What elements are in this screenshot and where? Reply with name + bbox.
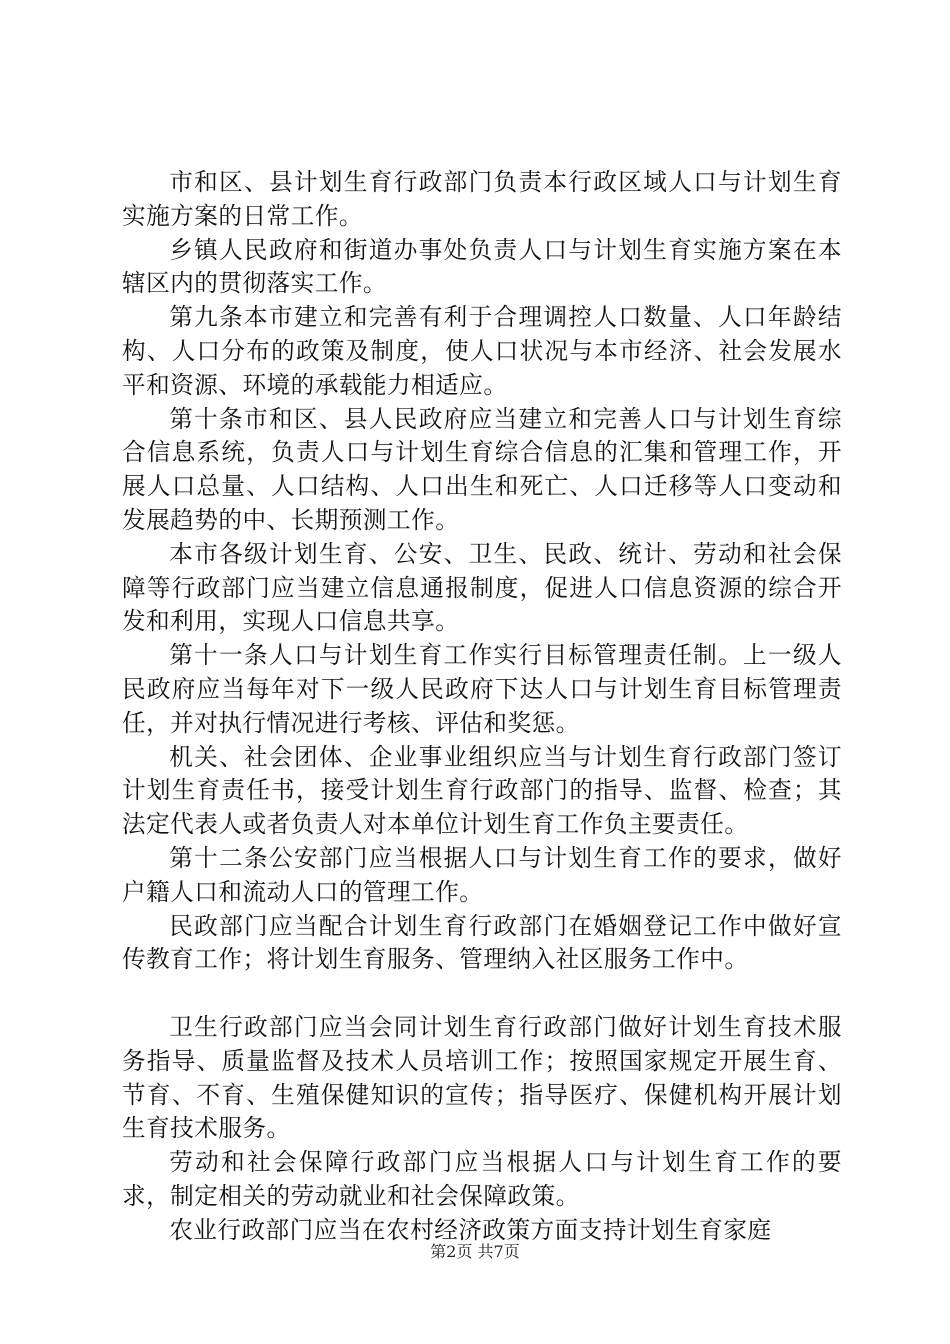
paragraph-1: 市和区、县计划生育行政部门负责本行政区域人口与计划生育实施方案的日常工作。	[122, 168, 842, 230]
paragraph-5: 本市各级计划生育、公安、卫生、民政、统计、劳动和社会保障等行政部门应当建立信息通报制度，促进人口信息资源的综合开发和利用，实现人口信息共享。	[122, 539, 842, 636]
document-body	[122, 166, 842, 1248]
paragraph-4: 第十条市和区、县人民政府应当建立和完善人口与计划生育综合信息系统，负责人口与计划生育综合信息的汇集和管理工作，开展人口总量、人口结构、人口出生和死亡、人口迁移等人口变动和发展趋势的中、长期预测工作。	[122, 404, 842, 534]
paragraph-3: 第九条本市建立和完善有利于合理调控人口数量、人口年龄结构、人口分布的政策及制度，使人口状况与本市经济、社会发展水平和资源、环境的承载能力相适应。	[122, 303, 842, 399]
page-number-footer: 第2页 共7页	[430, 1242, 520, 1261]
paragraph-8: 第十二条公安部门应当根据人口与计划生育工作的要求，做好户籍人口和流动人口的管理工作。	[122, 843, 842, 906]
paragraph-10: 卫生行政部门应当会同计划生育行政部门做好计划生育技术服务指导、质量监督及技术人员培训工作；按照国家规定开展生育、节育、不育、生殖保健知识的宣传；指导医疗、保健机构开展计划生育技术服务。	[122, 1012, 842, 1143]
paragraph-11: 劳动和社会保障行政部门应当根据人口与计划生育工作的要求，制定相关的劳动就业和社会保障政策。	[122, 1148, 842, 1210]
paragraph-9: 民政部门应当配合计划生育行政部门在婚姻登记工作中做好宣传教育工作；将计划生育服务、管理纳入社区服务工作中。	[122, 911, 842, 974]
paragraph-7: 机关、社会团体、企业事业组织应当与计划生育行政部门签订计划生育责任书，接受计划生育行政部门的指导、监督、检查；其法定代表人或者负责人对本单位计划生育工作负主要责任。	[122, 742, 842, 839]
paragraph-12: 农业行政部门应当在农村经济政策方面支持计划生育家庭	[169, 1215, 772, 1244]
paragraph-2: 乡镇人民政府和街道办事处负责人口与计划生育实施方案在本辖区内的贯彻落实工作。	[122, 235, 842, 298]
paragraph-6: 第十一条人口与计划生育工作实行目标管理责任制。上一级人民政府应当每年对下一级人民政府下达人口与计划生育目标管理责任，并对执行情况进行考核、评估和奖惩。	[122, 641, 842, 737]
